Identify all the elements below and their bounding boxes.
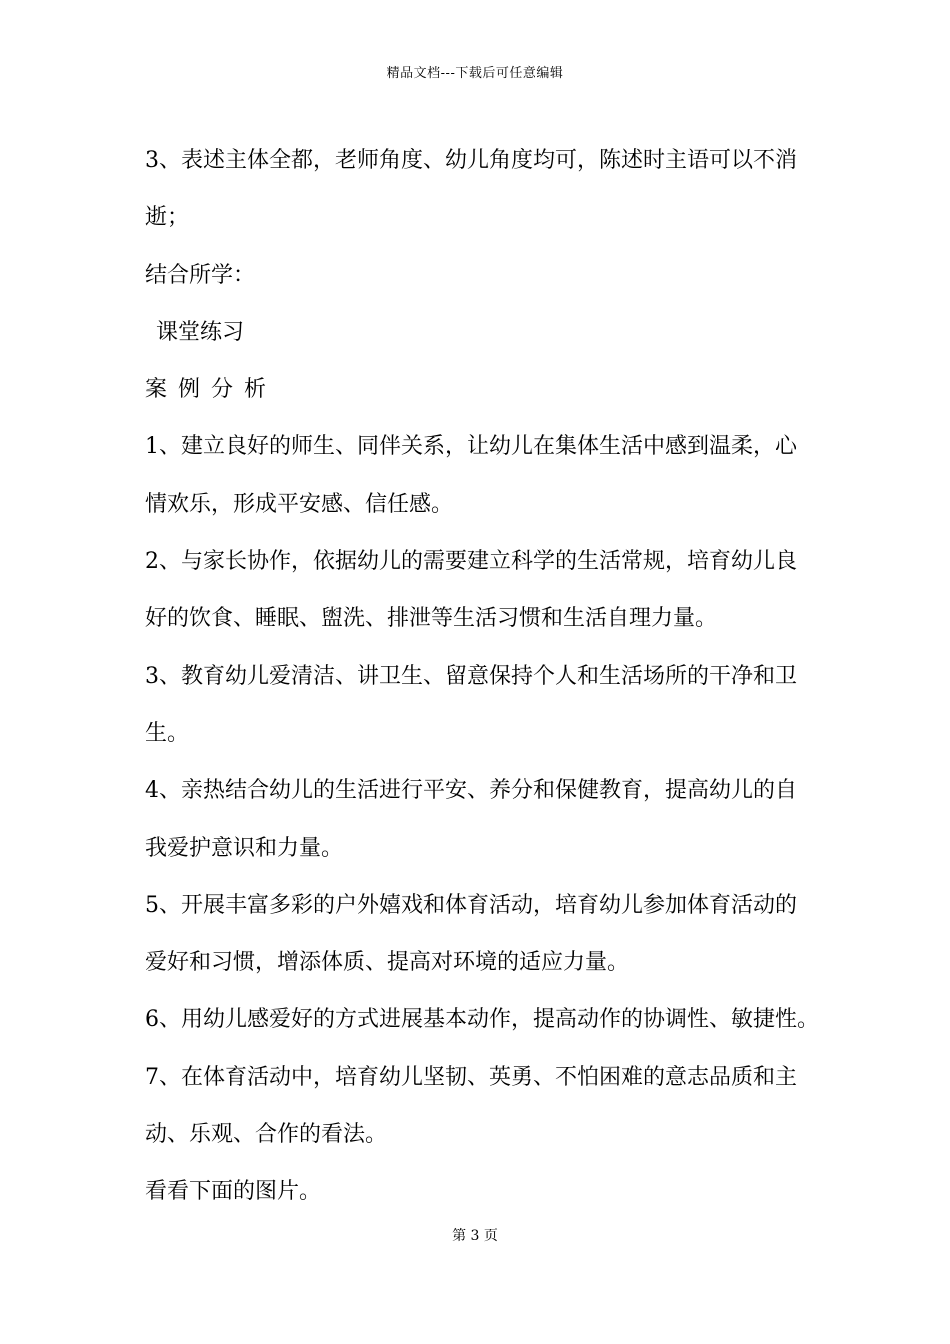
paragraph-line: 情欢乐，形成平安感、信任感。 [145,491,454,517]
page-number: 第 3 页 [452,1228,498,1244]
paragraph-line: 7、在体育活动中，培育幼儿坚韧、英勇、不怕困难的意志品质和主 [145,1064,797,1090]
paragraph-line: 爱好和习惯，增添体质、提高对环境的适应力量。 [145,950,630,976]
paragraph-line: 1、建立良好的师生、同伴关系，让幼儿在集体生活中感到温柔，心 [145,434,797,460]
section-heading-practice: 课堂练习 [156,319,245,345]
paragraph-line: 逝； [145,205,190,231]
paragraph-line: 生。 [145,720,190,746]
paragraph-line: 4、亲热结合幼儿的生活进行平安、养分和保健教育，提高幼儿的自 [145,778,797,804]
section-heading-case-analysis: 案例分析 [145,377,278,403]
paragraph-line: 我爱护意识和力量。 [145,835,344,861]
paragraph-line: 好的饮食、睡眠、盥洗、排泄等生活习惯和生活自理力量。 [145,606,718,632]
paragraph-line: 看看下面的图片。 [145,1179,322,1205]
paragraph-line: 3、表述主体全都，老师角度、幼儿角度均可，陈述时主语可以不消 [145,148,797,173]
paragraph-line: 5、开展丰富多彩的户外嬉戏和体育活动，培育幼儿参加体育活动的 [145,892,797,918]
paragraph-line: 3、教育幼儿爱清洁、讲卫生、留意保持个人和生活场所的干净和卫 [145,663,797,689]
paragraph-line: 2、与家长协作，依据幼儿的需要建立科学的生活常规，培育幼儿良 [145,549,797,575]
paragraph-line: 6、用幼儿感爱好的方式进展基本动作，提高动作的协调性、敏捷性。 [145,1007,819,1033]
paragraph-line: 动、乐观、合作的看法。 [145,1122,388,1148]
document-body [145,132,825,1221]
paragraph-line: 结合所学： [145,262,256,288]
page-header: 精品文档---下载后可任意编辑 [386,66,564,81]
